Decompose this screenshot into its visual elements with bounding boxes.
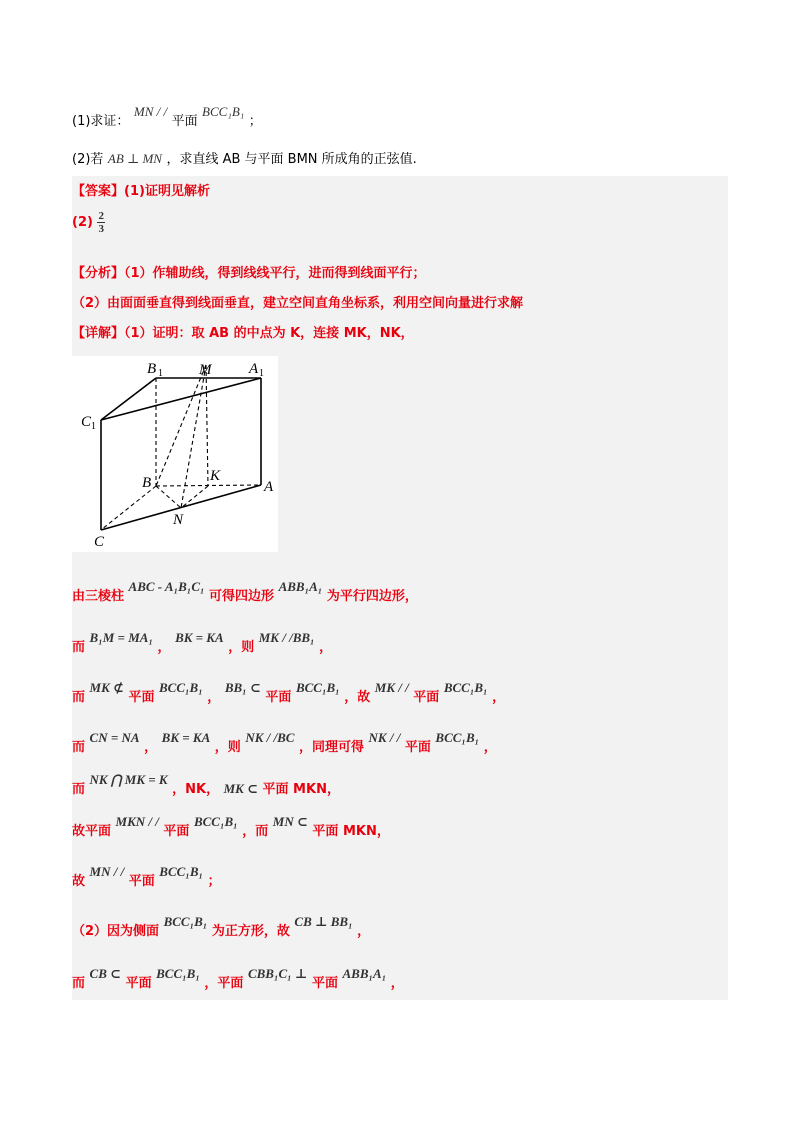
proof-line9	[72, 966, 404, 991]
q1-plane: 平面	[171, 114, 198, 129]
proof-line1	[72, 579, 418, 604]
proof-text: 平面	[163, 824, 190, 839]
label-a1-sub: 1	[259, 368, 264, 379]
proof-math: CBB₁C₁ ⊥	[247, 966, 308, 981]
proof-math: BB₁ ⊂	[224, 680, 261, 695]
edge-m-n	[181, 365, 206, 508]
proof-text: 故	[72, 874, 86, 889]
proof-text: ，则	[228, 640, 255, 655]
q1-prefix: (1)求证：	[72, 114, 130, 129]
proof-math: BCC₁B₁	[443, 680, 488, 695]
edge-b-c	[101, 486, 156, 530]
edge-m-k	[206, 365, 208, 486]
q1-math-b: BCC₁B₁	[202, 104, 245, 119]
proof-math: B₁M = MA₁	[89, 630, 153, 645]
proof-text: ，而	[242, 824, 269, 839]
proof-text: ，	[483, 740, 497, 755]
proof-text: 由三棱柱	[72, 589, 125, 604]
proof-math: BCC₁B₁	[193, 814, 238, 829]
proof-math: MK / /BB₁	[258, 630, 315, 645]
proof-text: 为平行四边形，	[326, 589, 418, 604]
proof-line4	[72, 730, 497, 755]
proof-line3	[72, 680, 506, 705]
proof-math: BCC₁B₁	[159, 680, 203, 695]
proof-math: CN = NA	[89, 730, 140, 745]
proof-math: ABB₁A₁	[342, 966, 387, 981]
detail-tag: 【详解】	[72, 326, 125, 341]
proof-math: NK / /BC	[245, 730, 295, 745]
proof-text: 可得四边形	[209, 589, 275, 604]
proof-math: BCC₁B₁	[435, 730, 480, 745]
proof-text: ，	[319, 640, 333, 655]
proof-text: 平面	[311, 976, 338, 991]
prism-diagram	[72, 356, 278, 552]
proof-text: ，	[157, 640, 171, 655]
detail-text1: （1）证明：取 AB 的中点为 K，连接 MK，NK，	[124, 326, 414, 341]
label-b1: B	[147, 361, 157, 377]
proof-line8	[72, 914, 371, 939]
proof-text: 平面	[128, 874, 155, 889]
answer-tag: 【答案】	[72, 184, 125, 199]
proof-text: 平面 MKN，	[312, 824, 390, 839]
answer-part1: (1)证明见解析	[124, 184, 210, 199]
analysis-text2: （2）由面面垂直得到线面垂直，建立空间直角坐标系，利用空间向量进行求解	[72, 296, 524, 311]
proof-text: 平面	[404, 740, 431, 755]
proof-text: 平面	[125, 976, 152, 991]
proof-text: 而	[72, 740, 86, 755]
proof-math: MK ⊄	[89, 680, 124, 695]
label-b1-sub: 1	[158, 368, 163, 379]
proof-text: 而	[72, 976, 86, 991]
proof-line2	[72, 630, 333, 655]
proof-text: 平面	[265, 690, 292, 705]
q1-end: ；	[248, 114, 262, 129]
answer-line1	[72, 180, 210, 199]
proof-text: 而	[72, 782, 86, 797]
proof-text: 为正方形，故	[211, 924, 290, 939]
proof-math: NK ⋂ MK = K	[89, 772, 168, 787]
q2-prefix: (2)若	[72, 152, 104, 167]
proof-math: BCC₁B₁	[156, 966, 200, 981]
proof-math: MK ⊂	[223, 781, 258, 796]
proof-text: ，同理可得	[298, 740, 364, 755]
proof-text: 平面	[128, 690, 155, 705]
proof-line5	[72, 772, 340, 797]
proof-math: MK / /	[374, 680, 409, 695]
edge-b1-c1	[101, 378, 156, 420]
q1-math-a: MN / /	[133, 104, 168, 119]
proof-text: ；	[207, 874, 221, 889]
proof-math: CB ⊥ BB₁	[294, 914, 353, 929]
proof-text: ，平面	[204, 976, 244, 991]
proof-math: NK / /	[368, 730, 401, 745]
analysis-line1	[72, 262, 426, 281]
proof-text: （2）因为侧面	[72, 924, 160, 939]
proof-text: 而	[72, 640, 86, 655]
proof-math: BK = KA	[161, 730, 211, 745]
proof-math: MN ⊂	[272, 814, 308, 829]
edge-b-n	[156, 486, 181, 508]
proof-text: ，	[144, 740, 158, 755]
label-a: A	[264, 479, 274, 495]
question-part1	[72, 104, 262, 129]
proof-text: ，	[390, 976, 404, 991]
fraction-denominator: 3	[98, 223, 104, 235]
proof-math: MKN / /	[115, 814, 159, 829]
proof-line7	[72, 864, 221, 889]
proof-text: 平面	[413, 690, 440, 705]
proof-text: ，	[207, 690, 221, 705]
proof-math: CB ⊂	[89, 966, 122, 981]
analysis-line2	[72, 292, 523, 311]
edge-c1-a1	[101, 378, 261, 420]
proof-text: ，	[492, 690, 506, 705]
analysis-tag: 【分析】	[72, 266, 125, 281]
proof-math: BCC₁B₁	[159, 864, 204, 879]
proof-text: 故平面	[72, 824, 112, 839]
proof-math: BCC₁B₁	[295, 680, 340, 695]
detail-line1	[72, 322, 414, 341]
answer-part2-prefix: (2)	[72, 215, 93, 230]
proof-text: 而	[72, 690, 86, 705]
proof-math: ABB₁A₁	[278, 579, 323, 594]
label-k: K	[210, 468, 221, 484]
proof-math: BCC₁B₁	[163, 914, 208, 929]
edge-k-n	[181, 486, 208, 508]
proof-math: ABC - A₁B₁C₁	[128, 579, 205, 594]
label-c1: C	[81, 414, 92, 430]
label-c1-sub: 1	[91, 421, 96, 432]
analysis-text1: （1）作辅助线，得到线线平行，进而得到线面平行；	[124, 266, 426, 281]
proof-text: 平面 MKN，	[262, 782, 340, 797]
prism-figure	[72, 356, 278, 552]
proof-text: ，则	[214, 740, 241, 755]
proof-math: MN / /	[89, 864, 125, 879]
q2-text: ，求直线 AB 与平面 BMN 所成角的正弦值.	[166, 152, 417, 167]
proof-math: BK = KA	[175, 630, 224, 645]
proof-line6	[72, 814, 390, 839]
proof-text: ，NK，	[172, 782, 220, 797]
label-m: M	[199, 362, 212, 378]
label-c: C	[94, 534, 105, 550]
label-b: B	[142, 475, 152, 491]
proof-text: ，	[357, 924, 371, 939]
q2-math: AB ⊥ MN	[107, 151, 162, 166]
proof-text: ，故	[344, 690, 371, 705]
answer-fraction	[97, 210, 105, 235]
label-a1: A	[249, 361, 259, 377]
label-n: N	[173, 512, 184, 528]
edge-m-b	[156, 365, 206, 486]
fraction-numerator: 2	[98, 210, 104, 222]
answer-line2	[72, 210, 105, 235]
question-part2	[72, 148, 417, 167]
